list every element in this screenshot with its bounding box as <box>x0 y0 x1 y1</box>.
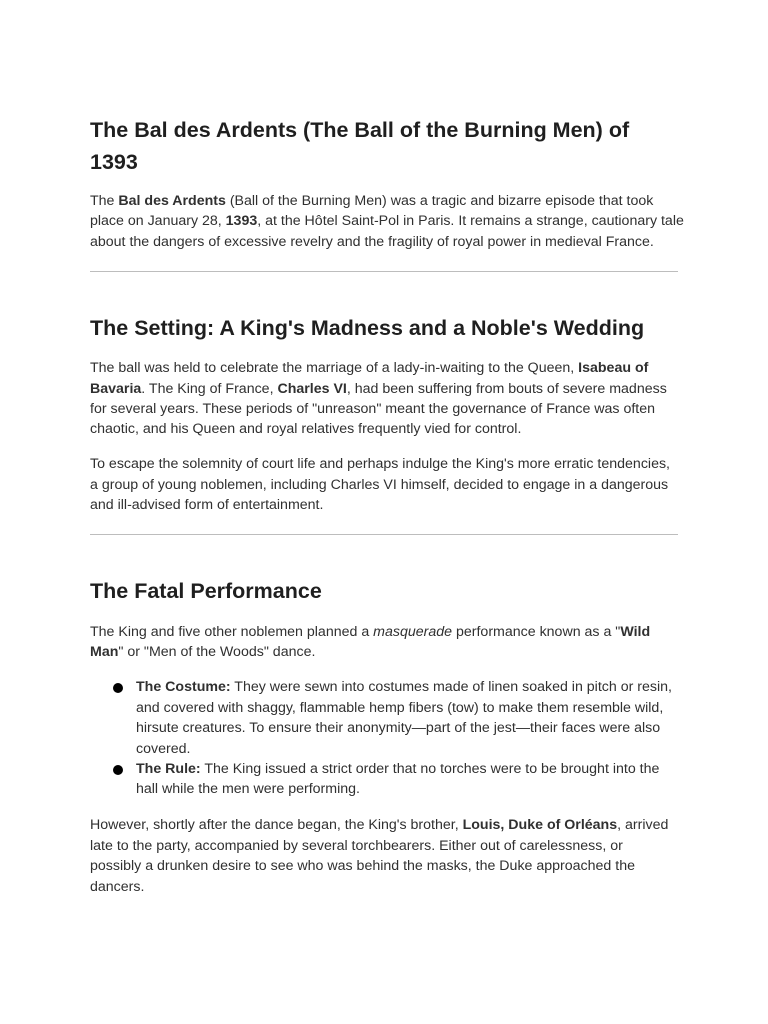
text-run: The King and five other noblemen planned a <box>90 623 374 640</box>
text-run: . The King of France, <box>141 380 278 397</box>
text-run: However, shortly after the dance began, the King's brother, <box>90 817 463 834</box>
text-run: and ill-advised form of entertainment. <box>90 497 324 514</box>
text-run: about the dangers of excessive revelry and the fragility of royal power in medieval France. <box>90 233 654 250</box>
bold-term-bal-des-ardents: Bal des Ardents <box>118 193 226 209</box>
section-heading-setting: The Setting: A King's Madness and a Noble's Wedding <box>90 315 645 340</box>
list-item-rule <box>90 759 690 800</box>
text-run: late to the party, accompanied by several torchbearers. Either out of carelessness, or <box>90 837 623 854</box>
bullet-list <box>90 677 690 799</box>
bold-term-bavaria: Bavaria <box>90 380 142 397</box>
intro-paragraph <box>90 191 690 252</box>
bold-term-man: Man <box>90 643 119 660</box>
performance-intro-paragraph <box>90 622 690 663</box>
text-run: The King issued a strict order that no torches were to be brought into the <box>200 761 660 777</box>
text-run: , had been suffering from bouts of severe madness <box>346 380 667 397</box>
section-divider <box>90 534 678 535</box>
bold-term-charles-vi: Charles VI <box>277 380 347 397</box>
text-run: dancers. <box>90 878 145 895</box>
bullet-icon <box>113 683 123 693</box>
text-run: The <box>90 193 119 209</box>
document-body <box>90 114 690 897</box>
text-run: place on January 28, <box>90 213 226 230</box>
text-run: possibly a drunken desire to see who was behind the masks, the Duke approached the <box>90 858 635 875</box>
text-run: " or "Men of the Woods" dance. <box>118 643 316 660</box>
text-run: and covered with shaggy, flammable hemp fibers (tow) to make them resemble wild, <box>136 699 664 716</box>
bold-term-wild: Wild <box>620 623 651 640</box>
section-heading-fatal-performance: The Fatal Performance <box>90 579 322 604</box>
text-run: To escape the solemnity of court life and perhaps indulge the King's more erratic tendencies, <box>90 456 670 473</box>
closing-paragraph <box>90 815 690 897</box>
section-divider <box>90 271 678 272</box>
setting-paragraph-1 <box>90 358 690 440</box>
setting-paragraph-2 <box>90 454 690 515</box>
document-title: The Bal des Ardents (The Ball of the Burning Men) of 1393 <box>90 118 630 174</box>
bold-term-louis-duke-of-orleans: Louis, Duke of Orléans <box>462 817 618 834</box>
text-run: , arrived <box>617 817 669 834</box>
bold-term-isabeau-of: Isabeau of <box>578 360 649 377</box>
text-run: They were sewn into costumes made of linen soaked in pitch or resin, <box>230 679 672 696</box>
list-item-label-costume: The Costume: <box>136 679 231 696</box>
text-run: covered. <box>136 740 191 757</box>
text-run: , at the Hôtel Saint-Pol in Paris. It remains a strange, cautionary tale <box>257 213 684 230</box>
text-run: (Ball of the Burning Men) was a tragic and bizarre episode that took <box>225 193 654 209</box>
text-run: The ball was held to celebrate the marriage of a lady-in-waiting to the Queen, <box>90 360 579 377</box>
text-run: performance known as a " <box>452 623 621 640</box>
italic-term-masquerade: masquerade <box>373 623 453 640</box>
text-run: for several years. These periods of "unreason" meant the governance of France was often <box>90 401 656 418</box>
text-run: hirsute creatures. To ensure their anonymity—part of the jest—their faces were also <box>136 720 661 737</box>
text-run: a group of young noblemen, including Charles VI himself, decided to engage in a dangerous <box>90 476 669 493</box>
bullet-icon <box>113 765 123 775</box>
text-run: hall while the men were performing. <box>136 781 360 798</box>
list-item-label-rule: The Rule: <box>136 761 201 777</box>
text-run: chaotic, and his Queen and royal relatives frequently vied for control. <box>90 421 522 438</box>
bold-term-1393: 1393 <box>225 213 258 230</box>
list-item-costume <box>90 677 690 759</box>
